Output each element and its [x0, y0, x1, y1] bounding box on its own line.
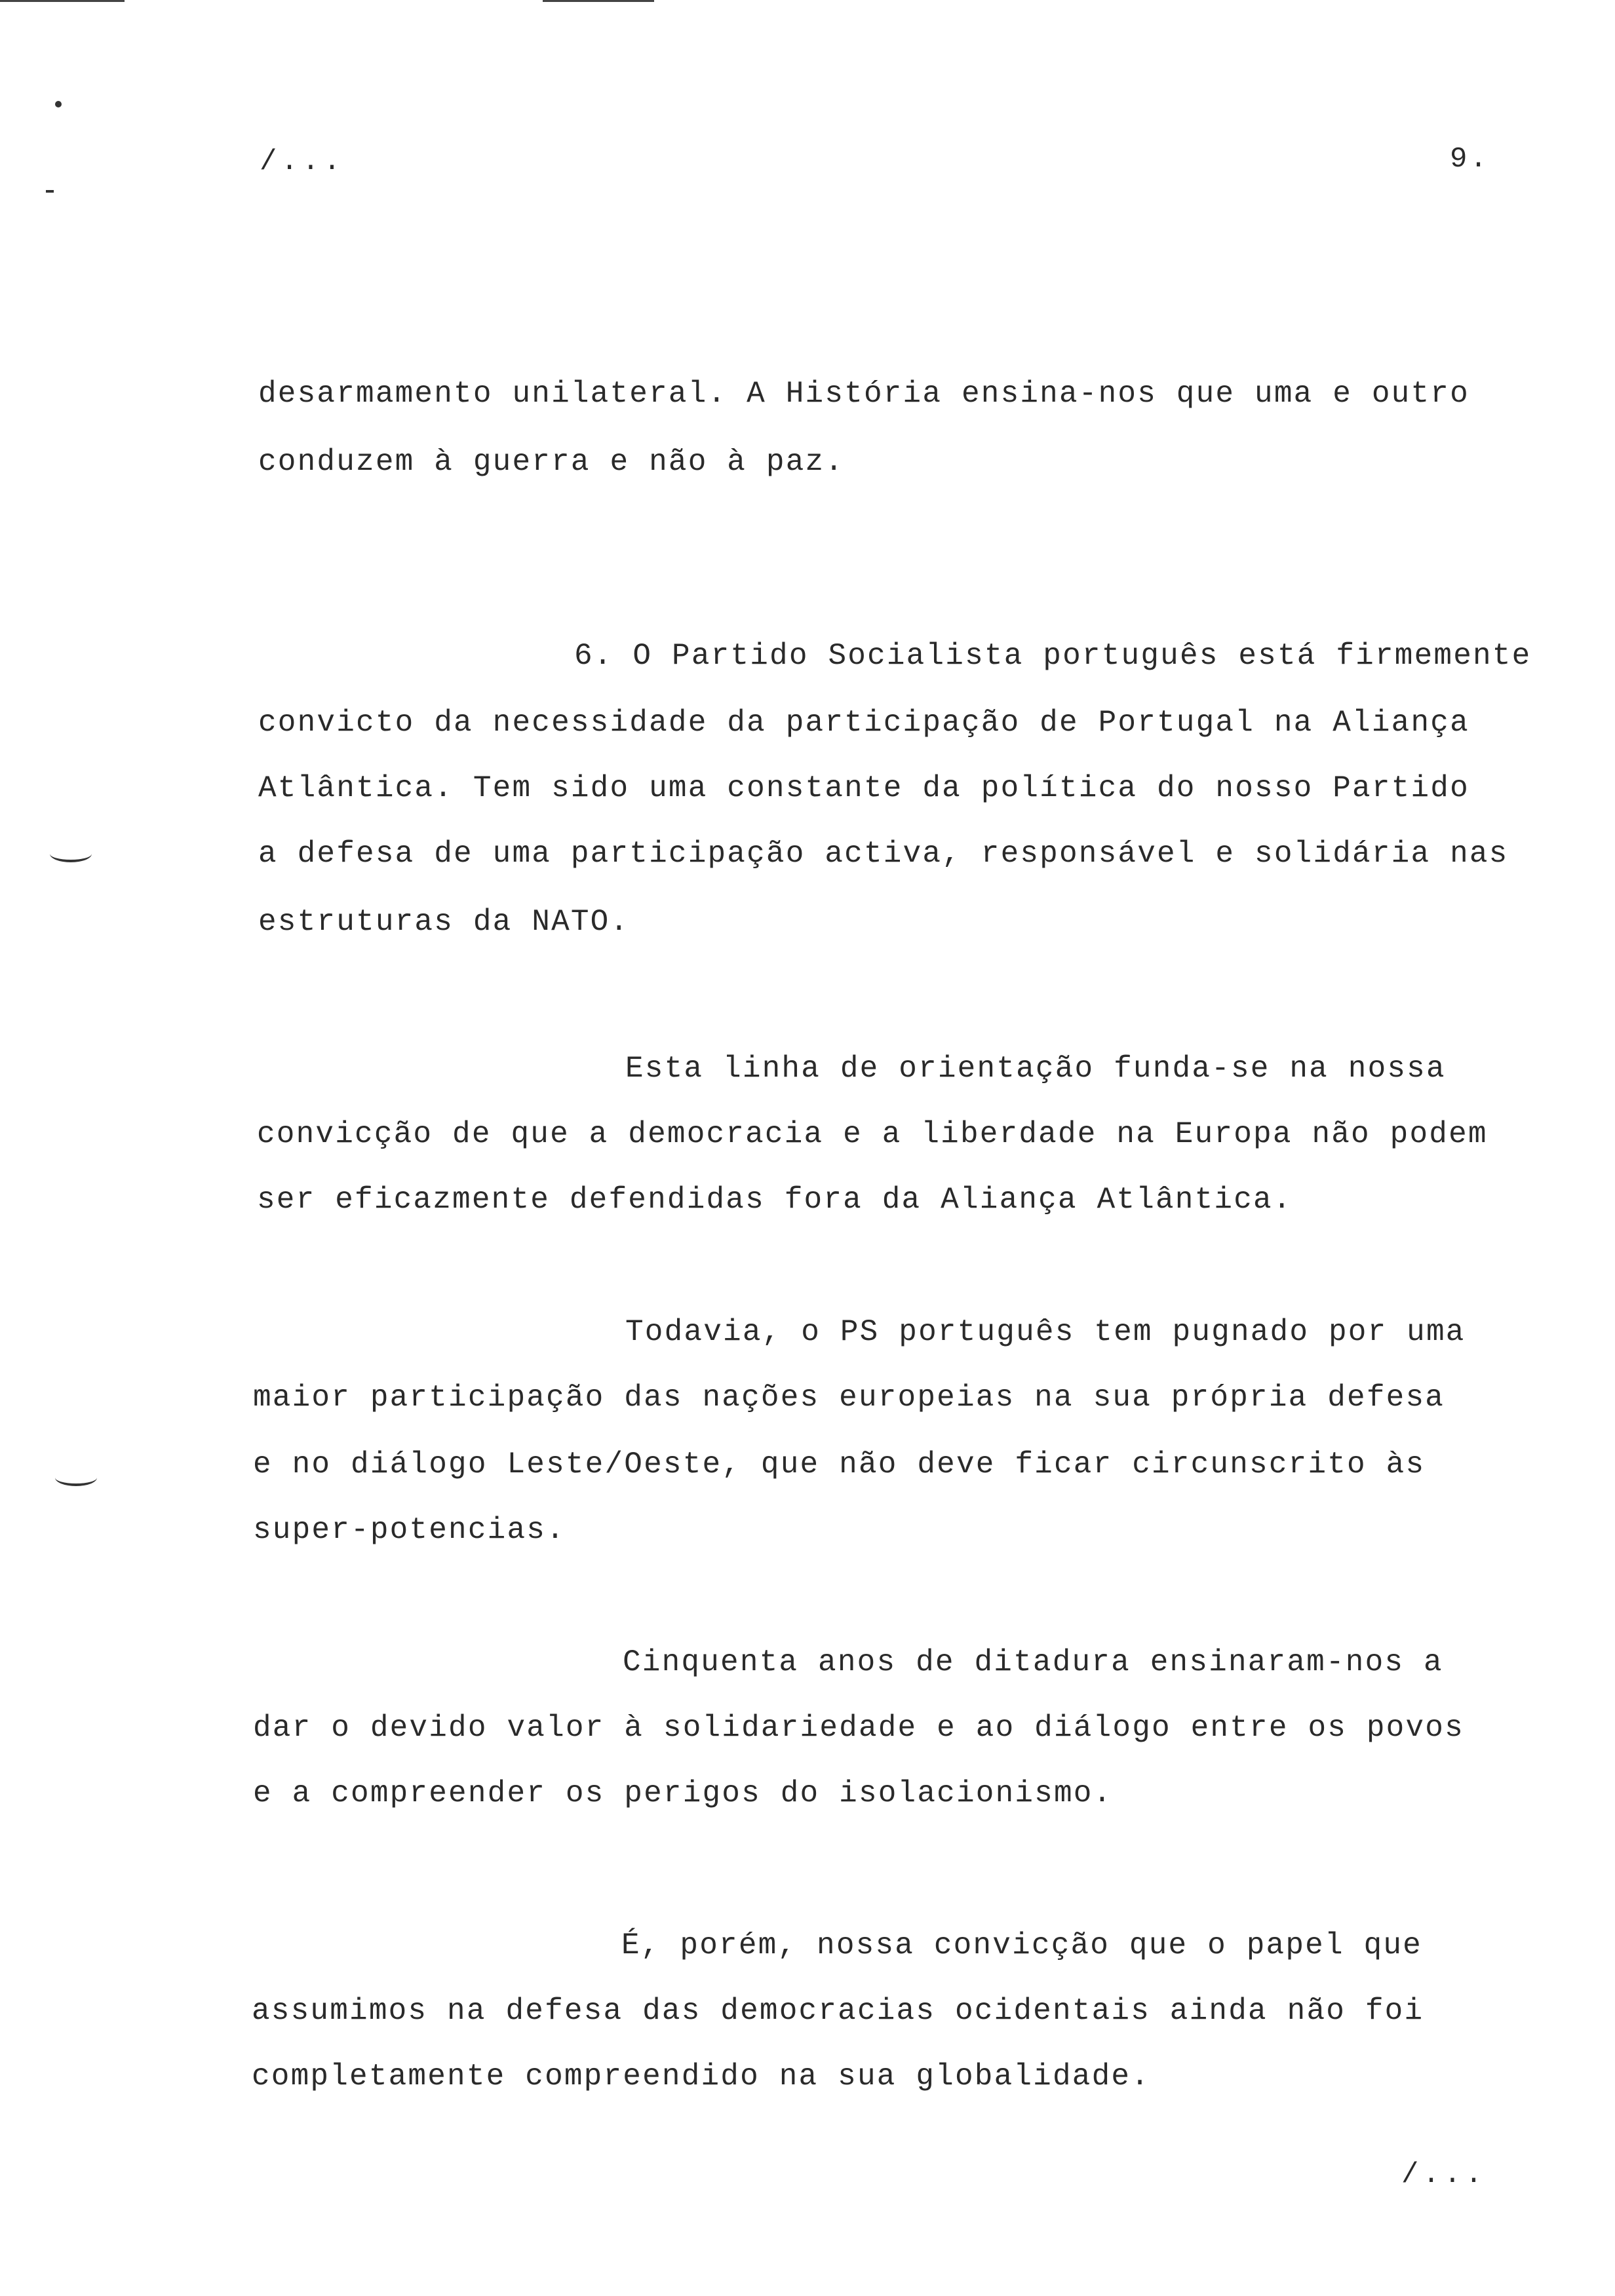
body-line: a defesa de uma participação activa, responsável e solidária nas: [258, 837, 1509, 871]
scan-edge-rule: [543, 0, 654, 2]
body-line: ser eficazmente defendidas fora da Aliança Atlântica.: [257, 1183, 1293, 1217]
body-line: dar o devido valor à solidariedade e ao diálogo entre os povos: [253, 1711, 1464, 1745]
continuation-marker-bottom: /...: [1401, 2158, 1487, 2191]
body-line: e a compreender os perigos do isolacionismo.: [253, 1776, 1113, 1810]
page-number: 9.: [1450, 143, 1490, 176]
body-line: assumimos na defesa das democracias ocidentais ainda não foi: [252, 1994, 1424, 2028]
punch-hole-mark: [55, 101, 62, 107]
body-line: estruturas da NATO.: [258, 905, 630, 939]
body-line: É, porém, nossa convicção que o papel que: [621, 1928, 1422, 1962]
scan-edge-rule: [0, 0, 125, 2]
body-line: super-potencias.: [253, 1513, 566, 1547]
body-line: convicto da necessidade da participação de Portugal na Aliança: [258, 706, 1469, 740]
continuation-marker-top: /...: [260, 145, 345, 178]
binding-mark: [55, 1469, 97, 1486]
body-line: conduzem à guerra e não à paz.: [258, 445, 845, 479]
body-line: Atlântica. Tem sido uma constante da política do nosso Partido: [258, 771, 1469, 805]
body-line: maior participação das nações europeias na sua própria defesa: [253, 1381, 1445, 1415]
binding-mark: [50, 845, 92, 862]
body-line: Todavia, o PS português tem pugnado por uma: [625, 1315, 1466, 1349]
body-line: completamente compreendido na sua globalidade.: [252, 2059, 1151, 2094]
body-line: Esta linha de orientação funda-se na nossa: [625, 1052, 1446, 1086]
body-line: 6. O Partido Socialista português está firmemente: [574, 639, 1532, 673]
punch-hole-mark: [46, 190, 54, 193]
body-line: e no diálogo Leste/Oeste, que não deve ficar circunscrito às: [253, 1447, 1426, 1482]
body-line: Cinquenta anos de ditadura ensinaram-nos a: [623, 1645, 1443, 1679]
body-line: desarmamento unilateral. A História ensina-nos que uma e outro: [258, 377, 1469, 411]
body-line: convicção de que a democracia e a liberdade na Europa não podem: [257, 1117, 1488, 1151]
